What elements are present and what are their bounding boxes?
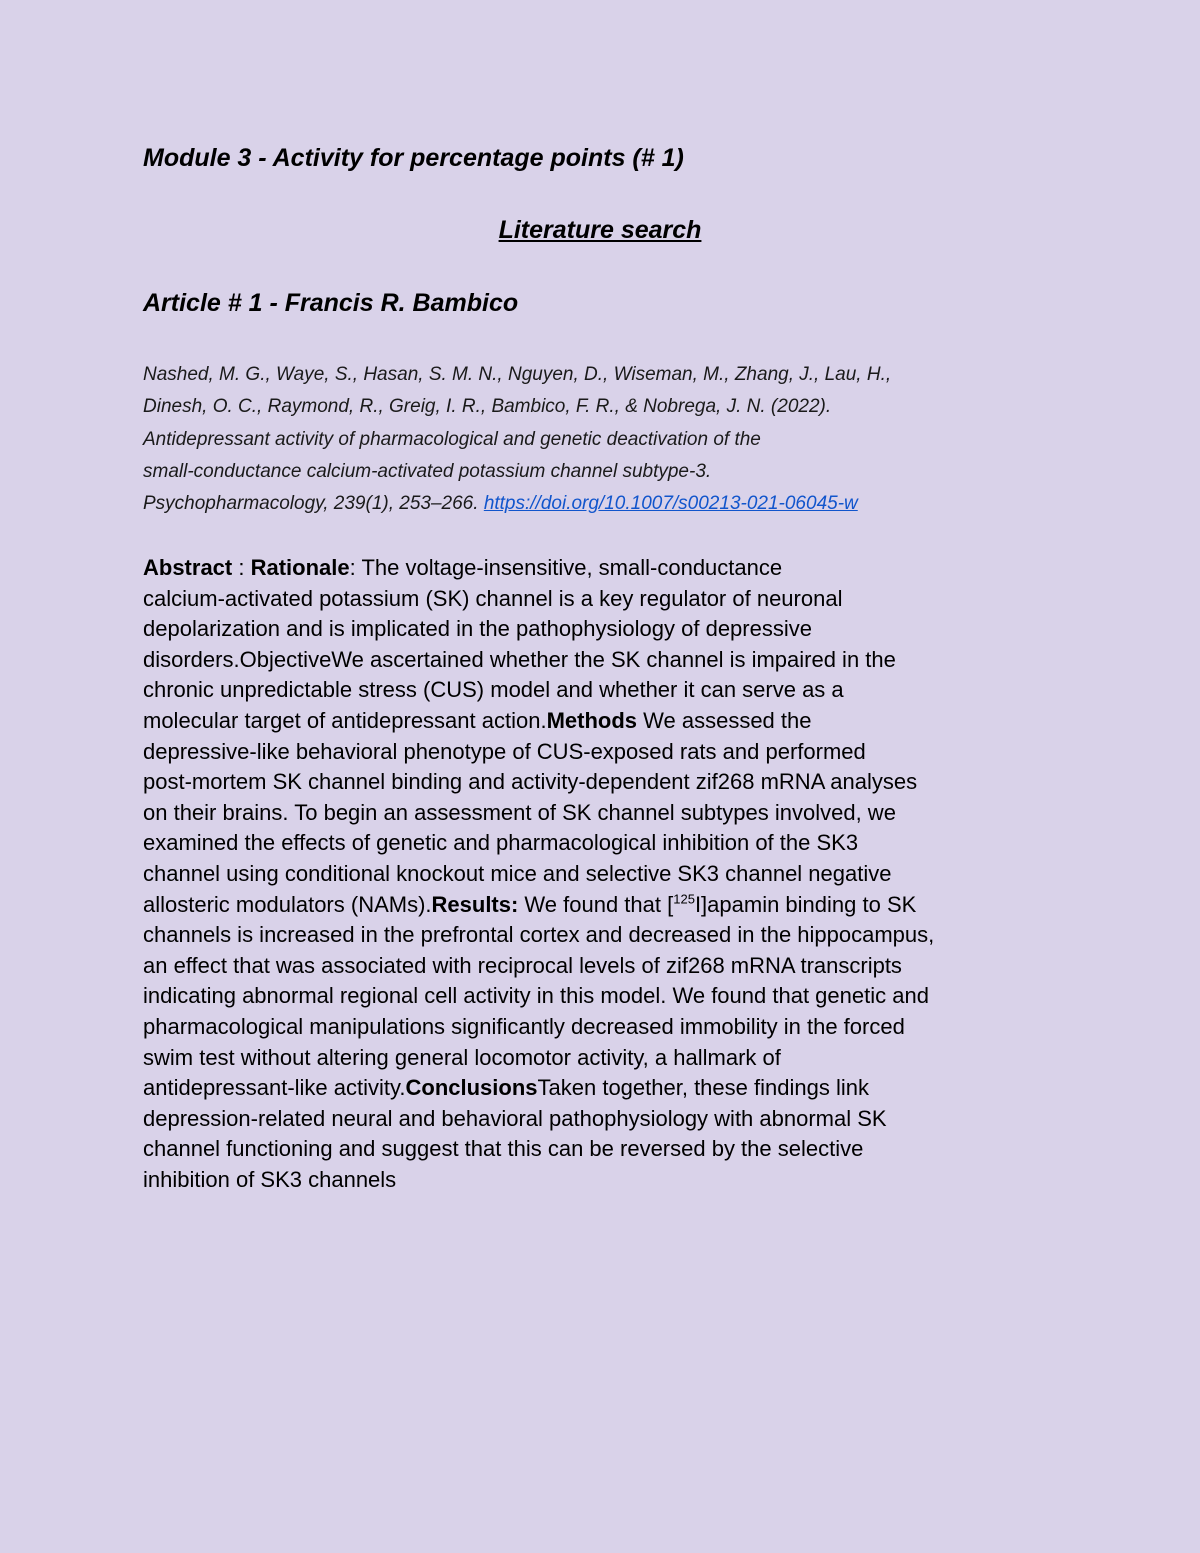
abstract-line: examined the effects of genetic and pharmacological inhibition of the SK3 — [143, 830, 859, 856]
abstract-text: antidepressant-like activity. — [143, 1075, 406, 1101]
abstract-line: channel functioning and suggest that this can be reversed by the selective — [143, 1136, 864, 1162]
citation-line: small-conductance calcium-activated potassium channel subtype-3. — [143, 460, 712, 482]
abstract-line: calcium-activated potassium (SK) channel is a key regulator of neuronal — [143, 585, 843, 611]
citation — [143, 359, 1073, 520]
results-label: Results: — [431, 891, 519, 917]
conclusions-label: Conclusions — [405, 1075, 538, 1101]
abstract-line: channels is increased in the prefrontal cortex and decreased in the hippocampus, — [143, 922, 935, 948]
abstract-text: We assessed the — [637, 707, 812, 733]
abstract-text: I]apamin binding to SK — [694, 891, 917, 917]
abstract-line: channel using conditional knockout mice and selective SK3 channel negative — [143, 860, 892, 886]
abstract-text: molecular target of antidepressant action. — [143, 707, 547, 733]
citation-line-journal — [143, 488, 1073, 520]
abstract — [143, 553, 1073, 1195]
doi-link[interactable]: https://doi.org/10.1007/s00213-021-06045-w — [483, 493, 858, 515]
citation-line: Dinesh, O. C., Raymond, R., Greig, I. R., Bambico, F. R., & Nobrega, J. N. (2022). — [143, 396, 832, 418]
article-title: Article # 1 - Francis R. Bambico — [143, 289, 519, 317]
abstract-text: Taken together, these findings link — [537, 1075, 869, 1101]
citation-journal: Psychopharmacology, 239(1), 253–266. — [143, 493, 479, 515]
abstract-line: pharmacological manipulations significantly decreased immobility in the forced — [143, 1013, 905, 1039]
abstract-text: We found that [ — [518, 891, 674, 917]
abstract-line: post-mortem SK channel binding and activity-dependent zif268 mRNA analyses — [143, 769, 918, 795]
abstract-line: disorders.ObjectiveWe ascertained whether the SK channel is impaired in the — [143, 646, 896, 672]
abstract-line: depressive-like behavioral phenotype of CUS-exposed rats and performed — [143, 738, 866, 764]
section-title: Literature search — [498, 216, 702, 244]
abstract-line: depression-related neural and behavioral pathophysiology with abnormal SK — [143, 1105, 887, 1131]
abstract-line — [143, 1073, 1073, 1104]
module-title: Module 3 - Activity for percentage points (# 1) — [143, 144, 684, 172]
abstract-line: depolarization and is implicated in the pathophysiology of depressive — [143, 616, 812, 642]
abstract-line: swim test without altering general locomotor activity, a hallmark of — [143, 1044, 781, 1070]
rationale-label: Rationale — [250, 555, 350, 580]
abstract-label: Abstract — [143, 555, 233, 580]
citation-line: Antidepressant activity of pharmacological and genetic deactivation of the — [143, 428, 761, 450]
abstract-line: indicating abnormal regional cell activity in this model. We found that genetic and — [143, 983, 929, 1009]
abstract-line: an effect that was associated with reciprocal levels of zif268 mRNA transcripts — [143, 952, 902, 978]
abstract-line: inhibition of SK3 channels — [143, 1166, 397, 1192]
abstract-text: allosteric modulators (NAMs). — [143, 891, 432, 917]
abstract-separator: : — [232, 555, 251, 580]
isotope-superscript: 125 — [673, 891, 695, 907]
citation-line: Nashed, M. G., Waye, S., Hasan, S. M. N., Nguyen, D., Wiseman, M., Zhang, J., Lau, H., — [143, 364, 892, 385]
abstract-line — [143, 553, 1073, 584]
abstract-line — [143, 890, 1073, 921]
methods-label: Methods — [546, 707, 638, 733]
abstract-text: : The voltage-insensitive, small-conductance — [349, 555, 783, 580]
abstract-line: chronic unpredictable stress (CUS) model and whether it can serve as a — [143, 677, 844, 703]
abstract-line — [143, 706, 1073, 737]
abstract-line: on their brains. To begin an assessment of SK channel subtypes involved, we — [143, 799, 896, 825]
